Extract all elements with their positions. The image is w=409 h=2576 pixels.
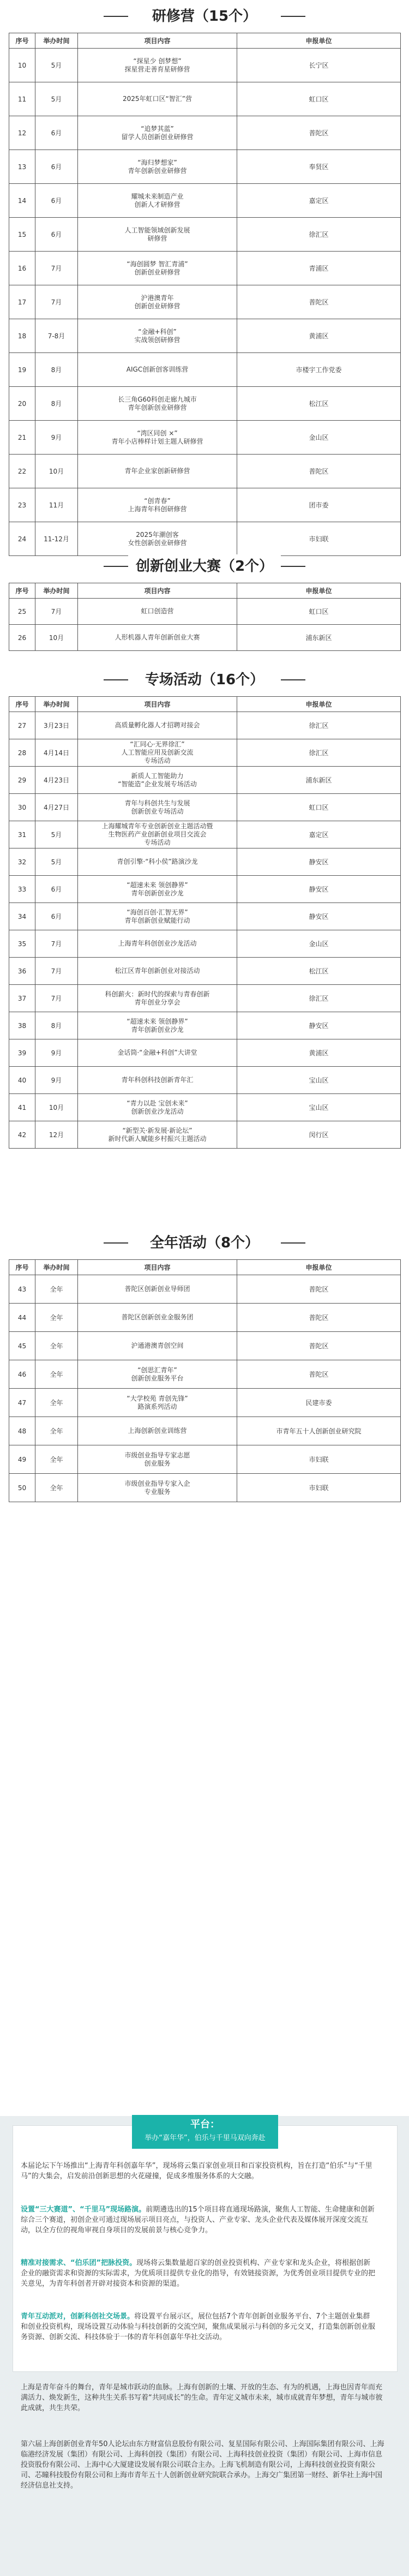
cell-item: “海归梦想家” 青年创新创业研修营 [78, 150, 237, 184]
cell-item: 高质量孵化器人才招聘对接会 [78, 712, 237, 739]
cell-time: 5月 [35, 82, 78, 116]
cell-item: 沪通港澳青创空间 [78, 1332, 237, 1360]
highlight-investors: 精准对接需求、“伯乐团”把脉投资。 [21, 2259, 137, 2267]
cell-item: 长三角G60科创走廊九城市 青年创新创业研修营 [78, 387, 237, 421]
cell-org: 普陀区 [237, 285, 401, 319]
cell-item: 金话筒·“金融+科创”大讲堂 [78, 1039, 237, 1067]
cell-no: 31 [9, 821, 35, 848]
table-row [9, 821, 401, 848]
cell-item: “探星少 创梦想” 探星营走善育星研修营 [78, 49, 237, 82]
table-row [9, 1067, 401, 1094]
cell-org: 虹口区 [237, 794, 401, 821]
table-row [9, 985, 401, 1012]
cell-no: 35 [9, 930, 35, 958]
cell-no: 25 [9, 599, 35, 625]
cell-org: 团市委 [237, 488, 401, 522]
cell-no: 37 [9, 985, 35, 1012]
table-row [9, 739, 401, 767]
table-row [9, 1332, 401, 1360]
table-row [9, 116, 401, 150]
text-investors: 现场将云集数量超百家的创业投资机构、产业专家和龙头企业，将根据创新企业的融资需求和资源的实际需求，为优质项目提供专业化的指导，有效链接资源，为优秀创业项目提供专业的把关意见，为青年科创者开辟对接资本和资源的渠道。 [21, 2259, 376, 2288]
section-header [0, 0, 409, 33]
table-row [9, 712, 401, 739]
cell-no: 42 [9, 1121, 35, 1149]
header-no: 序号 [9, 583, 35, 599]
cell-item: 新质人工智能助力 “智能造”企业发展专场活动 [78, 767, 237, 794]
cell-no: 22 [9, 455, 35, 488]
cell-time: 6月 [35, 876, 78, 903]
cell-no: 43 [9, 1275, 35, 1304]
table-row [9, 1094, 401, 1121]
table-row [9, 1389, 401, 1417]
cell-time: 7月 [35, 599, 78, 625]
cell-time: 7-8月 [35, 319, 78, 353]
header-no: 序号 [9, 697, 35, 712]
cell-item: “超速未来 领创静界” 青年创新创业沙龙 [78, 876, 237, 903]
table-row [9, 930, 401, 958]
platform-header [132, 2115, 278, 2149]
highlight-social: 青年互动派对，创新科创社交场景。 [21, 2312, 135, 2321]
cell-org: 金山区 [237, 930, 401, 958]
cell-item: 市级创业指导专家入企 专业服务 [78, 1474, 237, 1502]
section-header [0, 550, 409, 583]
cell-org: 市青年五十人创新创业研究院 [237, 1417, 401, 1445]
table-row [9, 625, 401, 651]
cell-org: 闵行区 [237, 1121, 401, 1149]
table-row [9, 1445, 401, 1474]
table-row [9, 1275, 401, 1304]
cell-time: 全年 [35, 1304, 78, 1332]
header-org: 申报单位 [237, 1260, 401, 1275]
cell-time: 9月 [35, 1067, 78, 1094]
cell-org: 市妇联 [237, 1474, 401, 1502]
table-row [9, 49, 401, 82]
cell-org: 普陀区 [237, 116, 401, 150]
table-row [9, 1304, 401, 1332]
table-row [9, 387, 401, 421]
cell-org: 静安区 [237, 903, 401, 930]
header-time: 举办时间 [35, 33, 78, 49]
table-row [9, 1121, 401, 1149]
cell-org: 徐汇区 [237, 739, 401, 767]
cell-org: 宝山区 [237, 1067, 401, 1094]
cell-no: 20 [9, 387, 35, 421]
table-row [9, 184, 401, 218]
cell-no: 24 [9, 522, 35, 556]
cell-org: 黄浦区 [237, 319, 401, 353]
cell-no: 18 [9, 319, 35, 353]
section-title: 创新创业大赛（2个） [128, 554, 281, 578]
cell-no: 47 [9, 1389, 35, 1417]
paragraph-roadshow [21, 2204, 375, 2236]
platform-title: 平台： [190, 2119, 220, 2130]
header-no: 序号 [9, 1260, 35, 1275]
cell-time: 8月 [35, 387, 78, 421]
table-competition [9, 583, 401, 651]
cell-time: 11月 [35, 488, 78, 522]
table-row [9, 1012, 401, 1039]
header-item: 项目内容 [78, 583, 237, 599]
table-row [9, 150, 401, 184]
cell-time: 5月 [35, 848, 78, 876]
header-item: 项目内容 [78, 1260, 237, 1275]
cell-item: “创青春” 上海青年科创研修营 [78, 488, 237, 522]
cell-org: 市妇联 [237, 522, 401, 556]
table-header-row [9, 33, 401, 49]
cell-no: 29 [9, 767, 35, 794]
table-row [9, 218, 401, 252]
section-yearly [0, 1227, 409, 1502]
section-competition [0, 550, 409, 651]
header-time: 举办时间 [35, 697, 78, 712]
table-special [9, 696, 401, 1149]
paragraph-investors [21, 2258, 375, 2289]
cell-org: 普陀区 [237, 1360, 401, 1389]
table-row [9, 794, 401, 821]
table-row [9, 1417, 401, 1445]
cell-time: 6月 [35, 184, 78, 218]
cell-no: 19 [9, 353, 35, 387]
cell-item: “追梦其蓝” 留学人员创新创业研修营 [78, 116, 237, 150]
cell-item: “金融+科创” 实战领创研修营 [78, 319, 237, 353]
cell-no: 30 [9, 794, 35, 821]
cell-no: 12 [9, 116, 35, 150]
section-title: 专场活动（16个） [128, 668, 281, 692]
cell-item: 青年与科创共生与发展 创新创业专场活动 [78, 794, 237, 821]
cell-item: 青创引擎·“科小侯”路演沙龙 [78, 848, 237, 876]
header-time: 举办时间 [35, 583, 78, 599]
cell-no: 16 [9, 252, 35, 285]
cell-no: 21 [9, 421, 35, 455]
table-row [9, 767, 401, 794]
cell-org: 静安区 [237, 848, 401, 876]
section-title: 研修营（15个） [128, 4, 281, 28]
cell-time: 9月 [35, 421, 78, 455]
cell-time: 10月 [35, 455, 78, 488]
table-row [9, 1360, 401, 1389]
cell-org: 金山区 [237, 421, 401, 455]
table-training [9, 33, 401, 556]
cell-item: 2025年虹口区“智汇”营 [78, 82, 237, 116]
highlight-roadshow: 设置“三大赛道”、“千里马”现场路演。 [21, 2206, 146, 2214]
table-row [9, 1474, 401, 1502]
table-row [9, 958, 401, 985]
cell-no: 34 [9, 903, 35, 930]
cell-time: 7月 [35, 285, 78, 319]
cell-org: 嘉定区 [237, 184, 401, 218]
table-row [9, 421, 401, 455]
cell-no: 14 [9, 184, 35, 218]
table-row [9, 285, 401, 319]
cell-time: 6月 [35, 150, 78, 184]
table-yearly [9, 1259, 401, 1502]
table-row [9, 599, 401, 625]
platform-intro: 本届论坛下午场推出“上海青年科创嘉年华”，现场将云集百家创业项目和百家投资机构，旨在打造“伯乐”与“千里马”的大集会，启发前沿创新思想的火花碰撞，促成多维服务体系的大交融。 [21, 2162, 372, 2180]
cell-item: 人工智能领域创新发展 研修营 [78, 218, 237, 252]
cell-item: 沪港澳青年 创新创业研修营 [78, 285, 237, 319]
cell-org: 嘉定区 [237, 821, 401, 848]
cell-time: 全年 [35, 1445, 78, 1474]
cell-time: 12月 [35, 1121, 78, 1149]
cell-item: “创思汇青年” 创新创业服务平台 [78, 1360, 237, 1389]
text-social: 将设置平台展示区，展位包括7个青年创新创业服务平台、7个主题创业集群和创业投资机构，现场设置互动体验与科技创新的交流空间，聚焦成果展示与科创的多元交叉，打造集创新创业服务资源、创新交流、科技体验于一体的青年科创嘉年华社交活动。 [21, 2312, 376, 2341]
cell-time: 10月 [35, 1094, 78, 1121]
cell-no: 49 [9, 1445, 35, 1474]
cell-no: 11 [9, 82, 35, 116]
cell-no: 48 [9, 1417, 35, 1445]
cell-org: 虹口区 [237, 82, 401, 116]
cell-time: 7月 [35, 252, 78, 285]
cell-no: 46 [9, 1360, 35, 1389]
cell-time: 6月 [35, 116, 78, 150]
cell-time: 4月27日 [35, 794, 78, 821]
header-no: 序号 [9, 33, 35, 49]
paragraph-city-youth: 上海是青年奋斗的舞台，青年是城市跃动的血脉。上海有创新的土壤、开放的生态、有为的机遇，上海也因青年而充满活力、焕发新生，这种共生关系书写着“共同成长”的生命。青年定义城市未来，城市成就青年梦想，青年与城市彼此成就，共生共荣。 [21, 2383, 383, 2412]
cell-org: 市妇联 [237, 1445, 401, 1474]
cell-item: “湾区同创 ×” 青年小店棒样计划主题人研修营 [78, 421, 237, 455]
header-time: 举办时间 [35, 1260, 78, 1275]
cell-item: “新型关·新发展·新论坛” 新时代新人赋能乡村振兴主题活动 [78, 1121, 237, 1149]
cell-org: 黄浦区 [237, 1039, 401, 1067]
cell-no: 13 [9, 150, 35, 184]
cell-time: 3月23日 [35, 712, 78, 739]
cell-item: 普陀区创新创业导师团 [78, 1275, 237, 1304]
cell-no: 26 [9, 625, 35, 651]
cell-org: 普陀区 [237, 455, 401, 488]
cell-org: 奉贤区 [237, 150, 401, 184]
cell-time: 全年 [35, 1360, 78, 1389]
cell-no: 40 [9, 1067, 35, 1094]
cell-no: 39 [9, 1039, 35, 1067]
cell-time: 7月 [35, 930, 78, 958]
cell-time: 全年 [35, 1332, 78, 1360]
cell-org: 普陀区 [237, 1304, 401, 1332]
cell-org: 民建市委 [237, 1389, 401, 1417]
cell-org: 徐汇区 [237, 985, 401, 1012]
cell-org: 徐汇区 [237, 218, 401, 252]
cell-item: 人形机器人青年创新创业大赛 [78, 625, 237, 651]
table-row [9, 82, 401, 116]
table-header-row [9, 583, 401, 599]
table-row [9, 876, 401, 903]
table-row [9, 1039, 401, 1067]
cell-time: 全年 [35, 1474, 78, 1502]
header-item: 项目内容 [78, 33, 237, 49]
cell-time: 全年 [35, 1275, 78, 1304]
section-header [0, 664, 409, 696]
table-row [9, 353, 401, 387]
cell-time: 10月 [35, 625, 78, 651]
cell-org: 浦东新区 [237, 625, 401, 651]
cell-org: 虹口区 [237, 599, 401, 625]
paragraph-social [21, 2311, 375, 2342]
cell-org: 普陀区 [237, 1332, 401, 1360]
table-row [9, 455, 401, 488]
platform-subtitle: 举办“嘉年华”，伯乐与千里马双向奔赴 [145, 2134, 266, 2142]
cell-no: 10 [9, 49, 35, 82]
cell-no: 36 [9, 958, 35, 985]
cell-item: 科创薪火：新时代的探索与青春创新 青年创业分享会 [78, 985, 237, 1012]
cell-org: 松江区 [237, 958, 401, 985]
header-org: 申报单位 [237, 697, 401, 712]
cell-no: 33 [9, 876, 35, 903]
cell-org: 市楼宇工作党委 [237, 353, 401, 387]
section-training [0, 0, 409, 556]
cell-item: “青力以赴 宝创未来” 创新创业沙龙活动 [78, 1094, 237, 1121]
table-row [9, 252, 401, 285]
cell-time: 5月 [35, 821, 78, 848]
table-row [9, 488, 401, 522]
cell-no: 27 [9, 712, 35, 739]
cell-no: 41 [9, 1094, 35, 1121]
cell-item: 2025年潮创客 女性创新创业研修营 [78, 522, 237, 556]
cell-item: “超速未来 领创静界” 青年创新创业沙龙 [78, 1012, 237, 1039]
cell-no: 50 [9, 1474, 35, 1502]
cell-org: 青浦区 [237, 252, 401, 285]
cell-org: 长宁区 [237, 49, 401, 82]
cell-time: 4月14日 [35, 739, 78, 767]
cell-item: “大学校苑 青创先锋” 路演系列活动 [78, 1389, 237, 1417]
cell-no: 38 [9, 1012, 35, 1039]
cell-time: 5月 [35, 49, 78, 82]
cell-time: 6月 [35, 903, 78, 930]
cell-no: 45 [9, 1332, 35, 1360]
table-header-row [9, 697, 401, 712]
cell-no: 28 [9, 739, 35, 767]
cell-item: “汇同心·无界徐汇” 人工智能应用及创新交流 专场活动 [78, 739, 237, 767]
text-roadshow: 前期遴选出的15个项目将直通现场路演，聚焦人工智能、生命健康和创新综合三个赛道，初创企业可通过现场展示项目亮点，与投资人、产业专家、龙头企业代表及媒体展开深度交流互动，以全方位的视角审视自身项目的发展前景与核心竞争力。 [21, 2206, 375, 2234]
cell-time: 7月 [35, 985, 78, 1012]
cell-time: 6月 [35, 218, 78, 252]
cell-item: 青年科创科技创新青年汇 [78, 1067, 237, 1094]
cell-time: 8月 [35, 1012, 78, 1039]
cell-no: 15 [9, 218, 35, 252]
section-special [0, 664, 409, 1149]
cell-org: 浦东新区 [237, 767, 401, 794]
cell-item: “海创百创·汇智无界” 青年创新创业赋能行动 [78, 903, 237, 930]
cell-org: 普陀区 [237, 1275, 401, 1304]
cell-item: 上海创新创业训练营 [78, 1417, 237, 1445]
cell-time: 8月 [35, 353, 78, 387]
cell-item: 松江区青年创新创业对接活动 [78, 958, 237, 985]
cell-item: 虹口创造营 [78, 599, 237, 625]
cell-item: 青年企业家创新研修营 [78, 455, 237, 488]
cell-time: 11-12月 [35, 522, 78, 556]
cell-org: 松江区 [237, 387, 401, 421]
section-title: 全年活动（8个） [128, 1231, 281, 1255]
cell-time: 全年 [35, 1417, 78, 1445]
cell-item: AIGC创新创客训练营 [78, 353, 237, 387]
cell-item: 上海青年科创创业沙龙活动 [78, 930, 237, 958]
cell-item: 市级创业指导专家志愿 创业服务 [78, 1445, 237, 1474]
cell-time: 全年 [35, 1389, 78, 1417]
cell-no: 17 [9, 285, 35, 319]
header-item: 项目内容 [78, 697, 237, 712]
header-org: 申报单位 [237, 583, 401, 599]
cell-time: 7月 [35, 958, 78, 985]
table-row [9, 848, 401, 876]
cell-no: 32 [9, 848, 35, 876]
cell-org: 宝山区 [237, 1094, 401, 1121]
header-org: 申报单位 [237, 33, 401, 49]
cell-time: 4月23日 [35, 767, 78, 794]
cell-org: 徐汇区 [237, 712, 401, 739]
section-header [0, 1227, 409, 1259]
cell-time: 9月 [35, 1039, 78, 1067]
cell-item: 上海耀城青年专业创新创业主题活动暨 生物医药产业创新创业项目交流会 专场活动 [78, 821, 237, 848]
paragraph-organizers: 第六届上海创新创业青年50人论坛由东方财富信息股份有限公司、复星国际有限公司、上海国际集团有限公司、上海临港经济发展（集团）有限公司、上海科创投（集团）有限公司、上海科技创业投资（集团）有限公司、上海市信息投资股份有限公司、上海中心大厦建设发展有限公司联合主办。上海飞机制造有限公司，上海科技创业投资有限公司、芯瞳科技股份有限公司和上海市青年五十人创新创业研究院联合承办。上海交广集团第一财经、新华社上海中国经济信息社支持。 [21, 2440, 384, 2490]
table-row [9, 903, 401, 930]
cell-item: 耀城未来制造产业 创新人才研修营 [78, 184, 237, 218]
cell-item: “海创圆梦 智汇青浦” 创新创业研修营 [78, 252, 237, 285]
cell-no: 44 [9, 1304, 35, 1332]
cell-item: 普陀区创新创业金服务团 [78, 1304, 237, 1332]
table-header-row [9, 1260, 401, 1275]
cell-no: 23 [9, 488, 35, 522]
cell-org: 静安区 [237, 876, 401, 903]
table-row [9, 319, 401, 353]
cell-org: 静安区 [237, 1012, 401, 1039]
